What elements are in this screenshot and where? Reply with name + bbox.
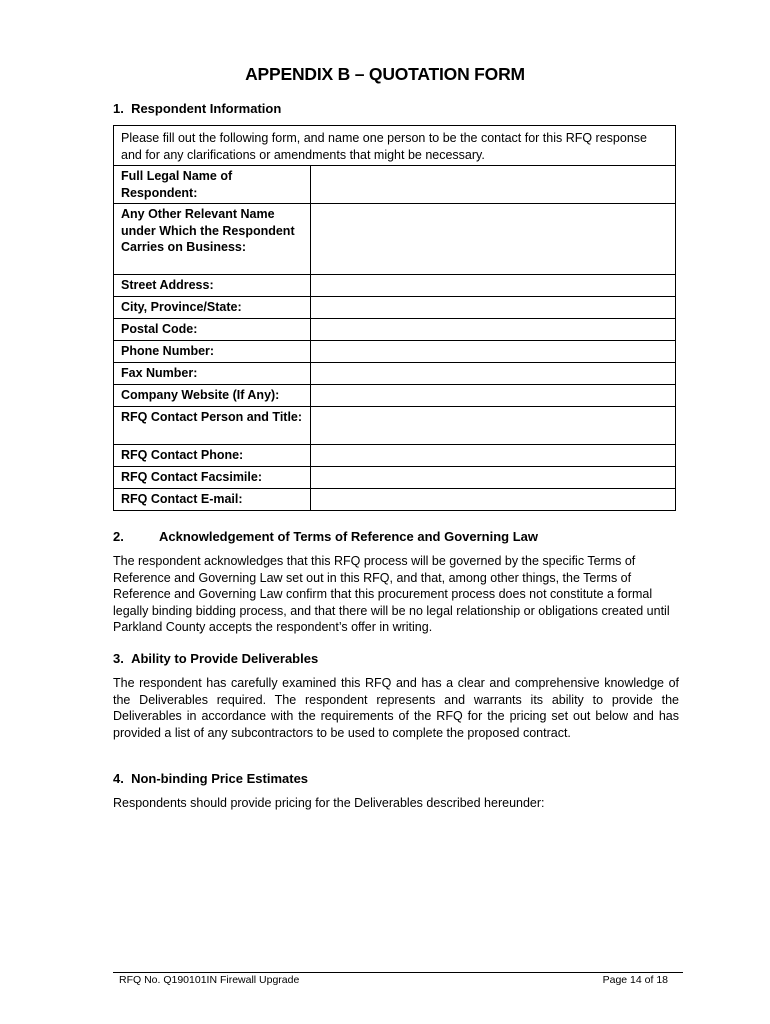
field-input-contact-person[interactable]	[311, 407, 676, 445]
section-3-heading: 3. Ability to Provide Deliverables	[113, 651, 319, 666]
field-label-postal-code: Postal Code:	[114, 319, 311, 341]
field-input-street-address[interactable]	[311, 275, 676, 297]
respondent-info-instructions: Please fill out the following form, and name one person to be the contact for this RFQ response and for any clarifications or amendments that might be necessary.	[114, 126, 676, 166]
page-title: APPENDIX B – QUOTATION FORM	[245, 64, 525, 84]
section-2-title: Acknowledgement of Terms of Reference and Governing Law	[159, 529, 538, 544]
field-input-contact-facsimile[interactable]	[311, 467, 676, 489]
section-4-body: Respondents should provide pricing for the Deliverables described hereunder:	[113, 796, 545, 810]
footer-divider	[113, 972, 683, 973]
field-label-legal-name: Full Legal Name of Respondent:	[114, 166, 311, 204]
field-input-contact-email[interactable]	[311, 489, 676, 511]
field-input-phone[interactable]	[311, 341, 676, 363]
field-label-contact-facsimile: RFQ Contact Facsimile:	[114, 467, 311, 489]
field-input-other-name[interactable]	[311, 204, 676, 275]
field-input-legal-name[interactable]	[311, 166, 676, 204]
field-label-city: City, Province/State:	[114, 297, 311, 319]
section-2-body: The respondent acknowledges that this RFQ process will be governed by the specific Terms of Reference and Governing Law set out in this RFQ, and that, among other things, the Terms of Reference and Governing Law confirm that this procurement process does not constitute a formal legally binding bidding process, and that there will be no legal relationship or obligations created until Parkland County accepts the respondent’s offer in writing.	[113, 554, 670, 634]
field-label-phone: Phone Number:	[114, 341, 311, 363]
field-label-contact-person: RFQ Contact Person and Title:	[114, 407, 311, 445]
field-label-contact-email: RFQ Contact E-mail:	[114, 489, 311, 511]
respondent-info-table	[113, 125, 676, 511]
section-4-heading: 4. Non-binding Price Estimates	[113, 771, 309, 786]
field-label-fax: Fax Number:	[114, 363, 311, 385]
section-2-number: 2.	[113, 529, 124, 544]
field-label-street-address: Street Address:	[114, 275, 311, 297]
field-input-city[interactable]	[311, 297, 676, 319]
section-1-heading: 1. Respondent Information	[113, 101, 282, 116]
field-input-postal-code[interactable]	[311, 319, 676, 341]
field-input-contact-phone[interactable]	[311, 445, 676, 467]
field-label-other-name: Any Other Relevant Name under Which the Respondent Carries on Business:	[114, 204, 311, 275]
footer-document-id: RFQ No. Q190101IN Firewall Upgrade	[119, 974, 300, 986]
field-label-website: Company Website (If Any):	[114, 385, 311, 407]
field-input-fax[interactable]	[311, 363, 676, 385]
field-label-contact-phone: RFQ Contact Phone:	[114, 445, 311, 467]
field-input-website[interactable]	[311, 385, 676, 407]
section-3-body: The respondent has carefully examined this RFQ and has a clear and comprehensive knowledge of the Deliverables required. The respondent represents and warrants its ability to provide the Deliverables in accordance with the requirements of the RFQ for the pricing set out below and has provided a list of any subcontractors to be used to complete the proposed contract.	[113, 676, 679, 740]
footer-page-number: Page 14 of 18	[602, 974, 668, 986]
section-2-heading	[113, 529, 538, 544]
